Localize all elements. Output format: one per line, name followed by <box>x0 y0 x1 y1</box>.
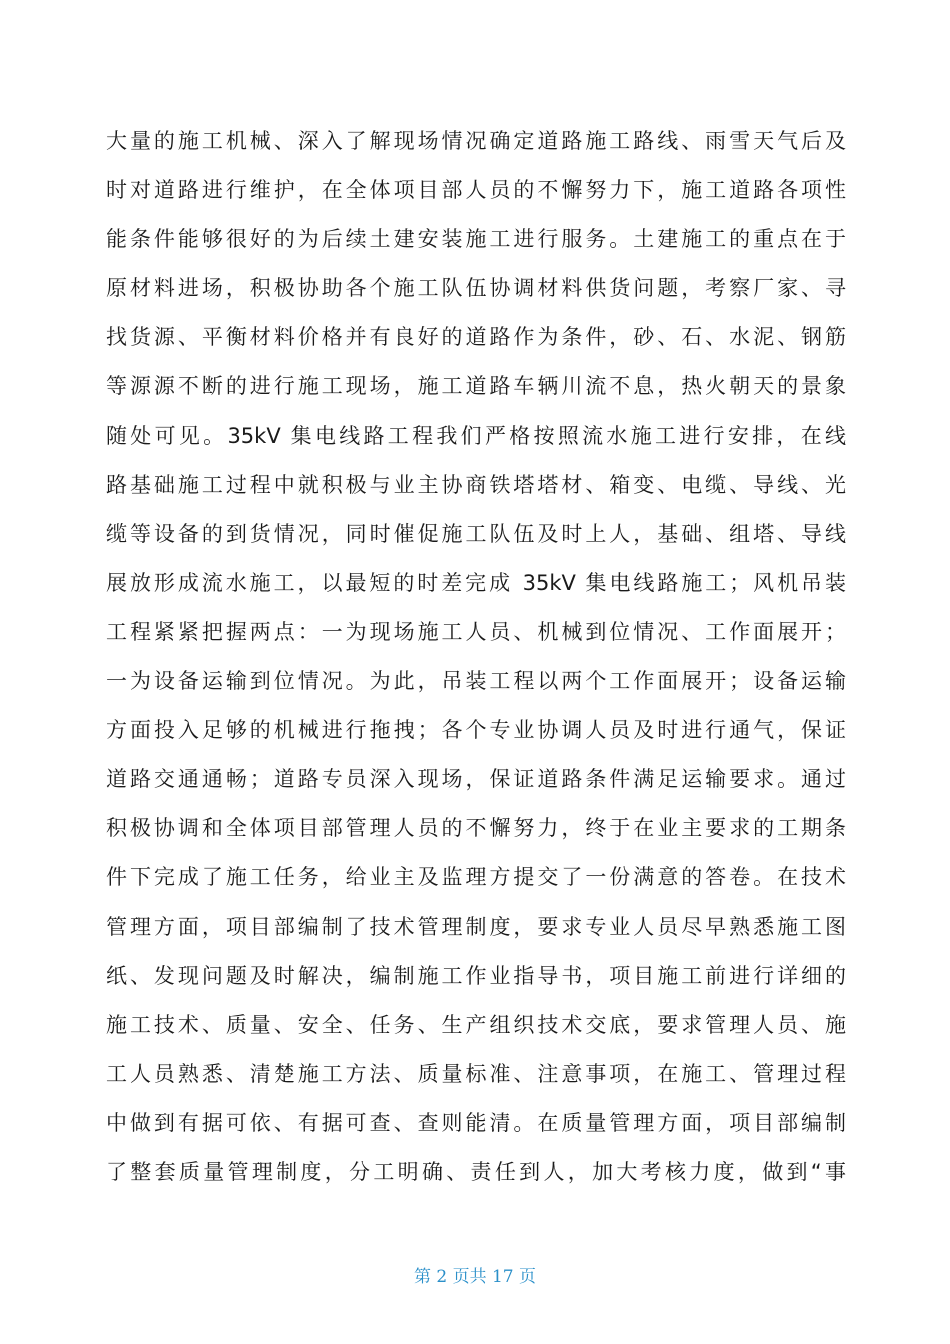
text-line: 方面投入足够的机械进行拖拽；各个专业协调人员及时进行通气，保证 <box>106 718 846 743</box>
text-line: 能条件能够很好的为后续土建安装施工进行服务。土建施工的重点在于 <box>106 227 846 252</box>
text-line: 件下完成了施工任务，给业主及监理方提交了一份满意的答卷。在技术 <box>106 865 846 890</box>
text-line: 纸、发现问题及时解决，编制施工作业指导书，项目施工前进行详细的 <box>106 963 846 988</box>
text-line: 施工技术、质量、安全、任务、生产组织技术交底，要求管理人员、施 <box>106 1012 846 1037</box>
text-line: 原材料进场，积极协助各个施工队伍协调材料供货问题，考察厂家、寻 <box>106 276 846 301</box>
text-line: 展放形成流水施工，以最短的时差完成 35kV 集电线路施工；风机吊装 <box>106 570 846 595</box>
text-line: 路基础施工过程中就积极与业主协商铁塔塔材、箱变、电缆、导线、光 <box>106 472 846 497</box>
text-line: 随处可见。35kV 集电线路工程我们严格按照流水施工进行安排，在线 <box>106 423 846 448</box>
text-line: 大量的施工机械、深入了解现场情况确定道路施工路线、雨雪天气后及 <box>106 129 846 153</box>
text-line: 管理方面，项目部编制了技术管理制度，要求专业人员尽早熟悉施工图 <box>106 914 846 939</box>
text-line: 时对道路进行维护，在全体项目部人员的不懈努力下，施工道路各项性 <box>106 178 846 203</box>
text-line: 找货源、平衡材料价格并有良好的道路作为条件，砂、石、水泥、钢筋 <box>106 325 846 350</box>
text-line: 积极协调和全体项目部管理人员的不懈努力，终于在业主要求的工期条 <box>106 816 846 841</box>
text-line: 工程紧紧把握两点：一为现场施工人员、机械到位情况、工作面展开； <box>106 619 846 644</box>
body-text <box>106 117 846 1197</box>
text-line: 等源源不断的进行施工现场，施工道路车辆川流不息，热火朝天的景象 <box>106 374 846 399</box>
text-line: 工人员熟悉、清楚施工方法、质量标准、注意事项，在施工、管理过程 <box>106 1061 846 1086</box>
text-line: 道路交通通畅；道路专员深入现场，保证道路条件满足运输要求。通过 <box>106 767 846 792</box>
text-line: 中做到有据可依、有据可查、查则能清。在质量管理方面，项目部编制 <box>106 1110 846 1135</box>
text-line: 了整套质量管理制度，分工明确、责任到人，加大考核力度，做到“事 <box>106 1159 846 1184</box>
text-line: 一为设备运输到位情况。为此，吊装工程以两个工作面展开；设备运输 <box>106 669 846 694</box>
text-line: 缆等设备的到货情况，同时催促施工队伍及时上人，基础、组塔、导线 <box>106 521 846 546</box>
page-number-footer: 第 2 页共 17 页 <box>413 1267 537 1287</box>
